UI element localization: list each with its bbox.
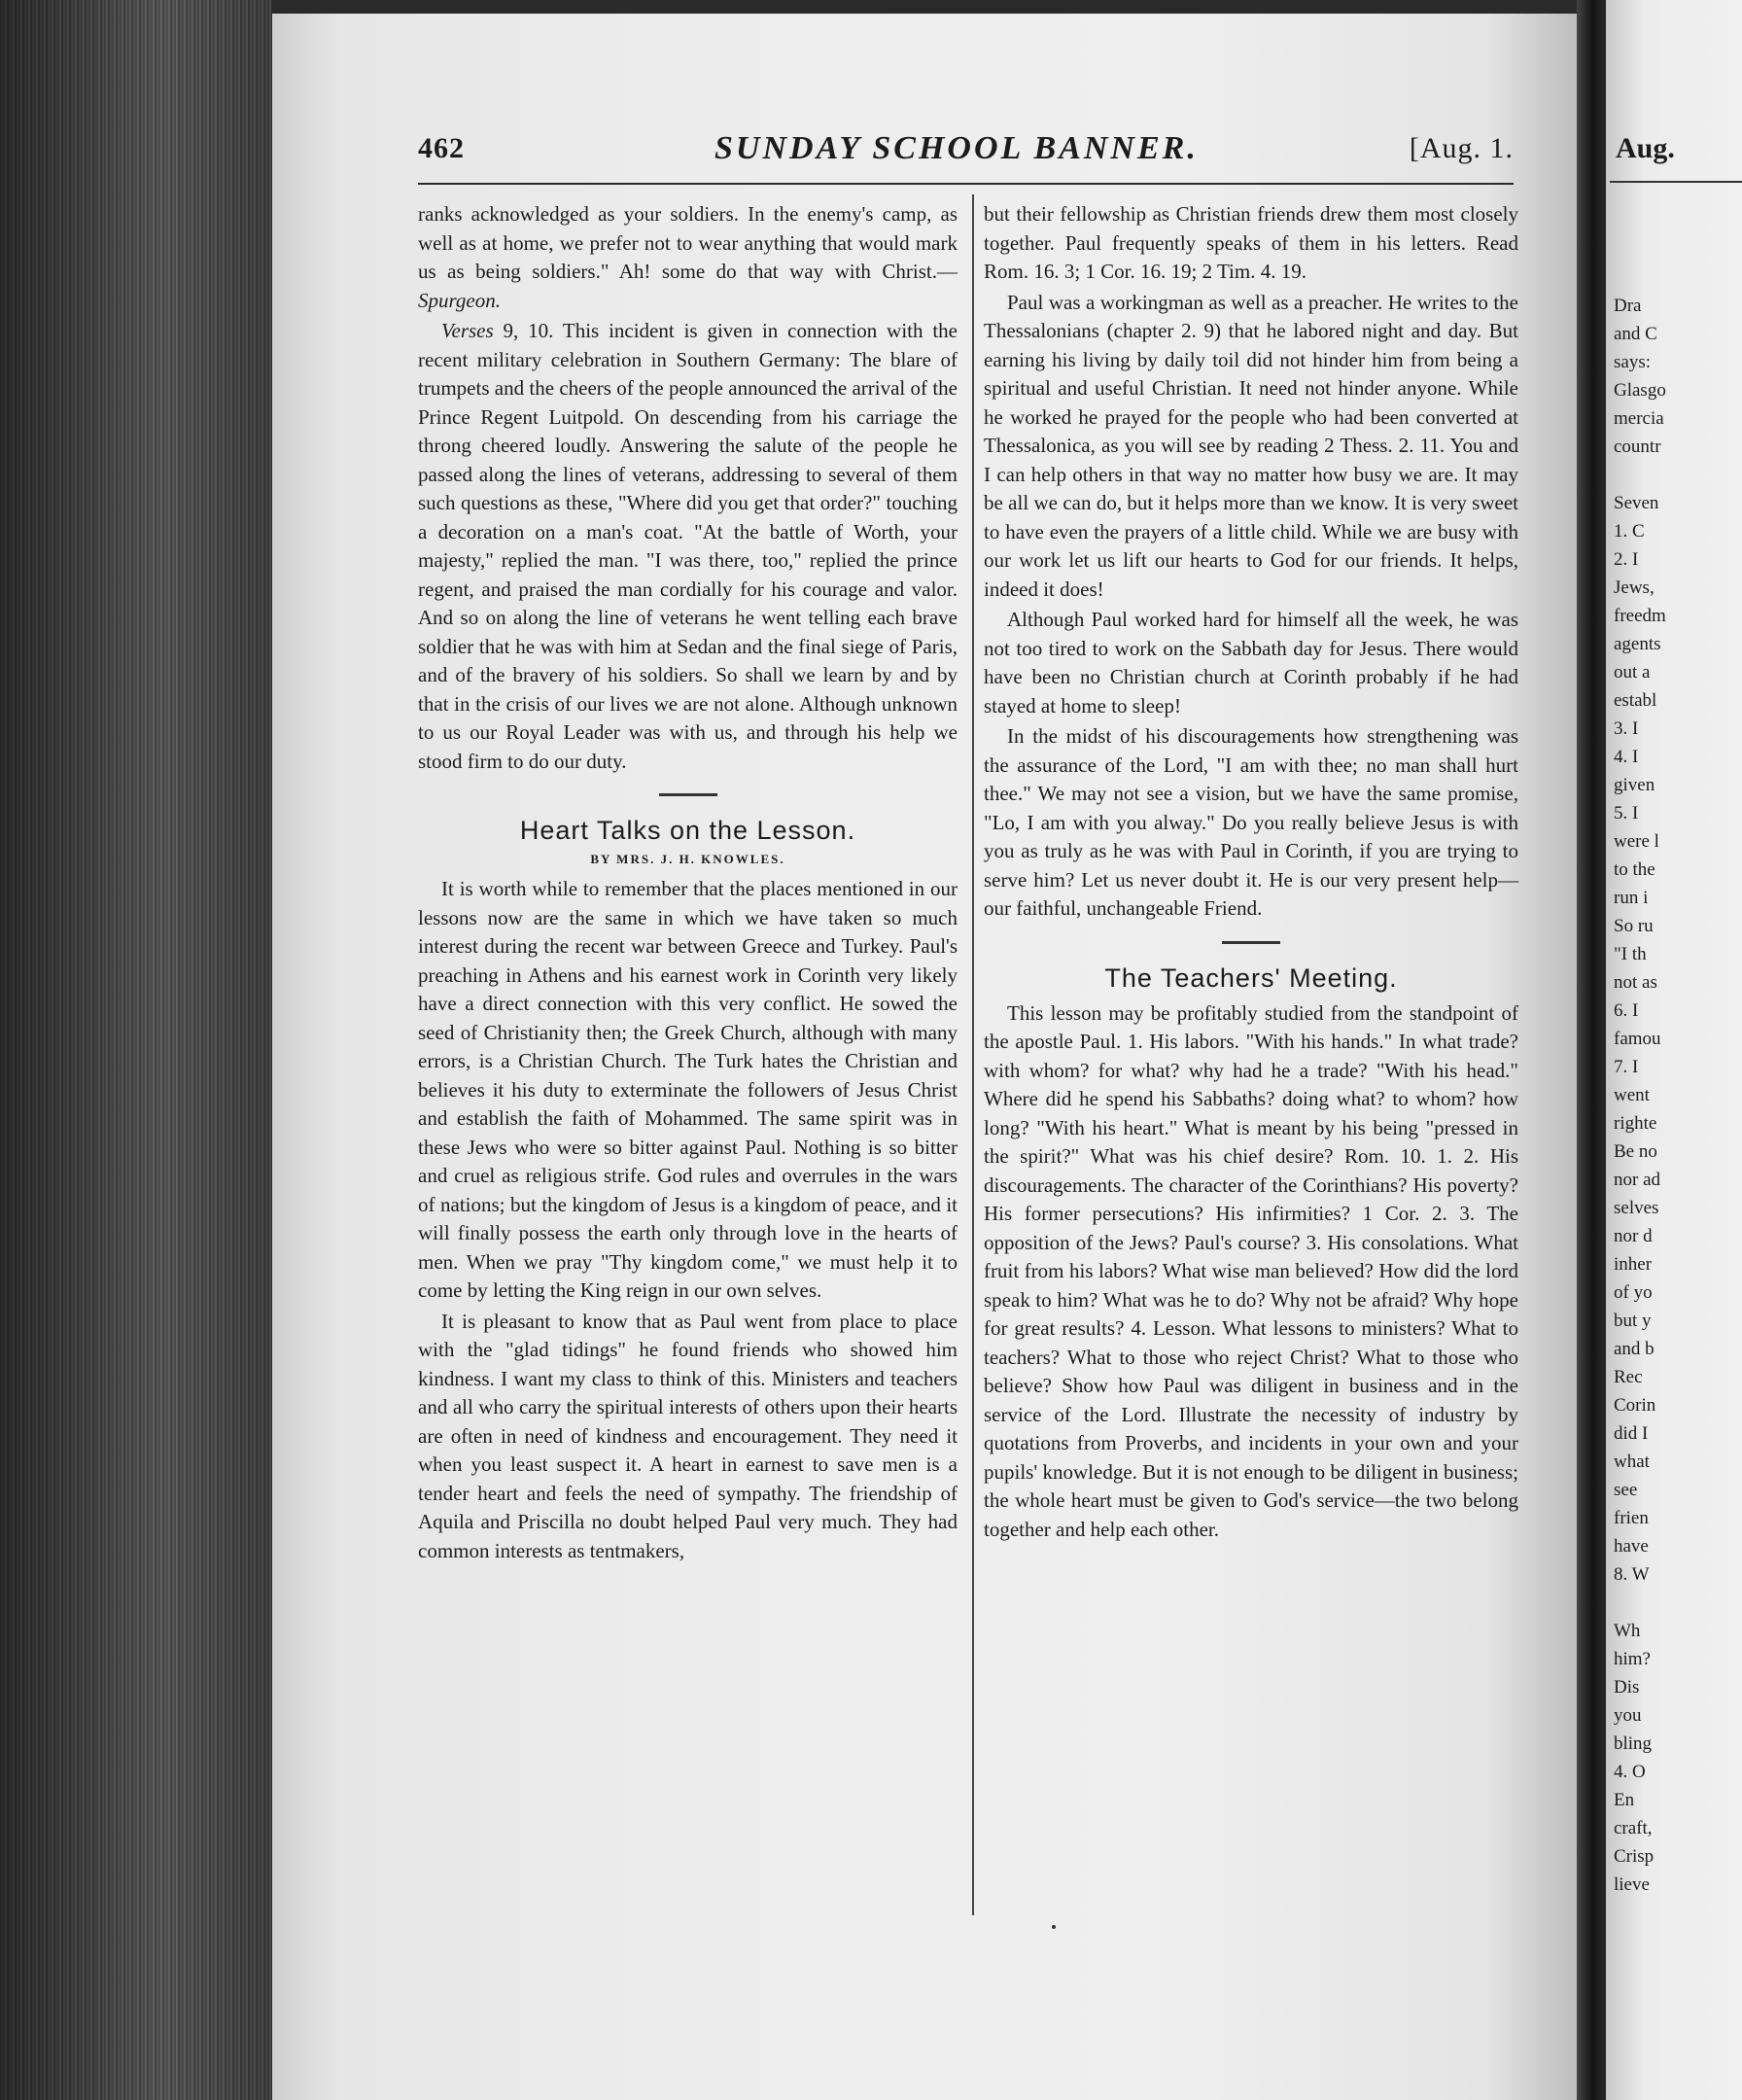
- verses-paragraph: [418, 317, 958, 776]
- right-paragraph: Although Paul worked hard for himself all the week, he was not too tired to work on the Sabbath day for Jesus. There would have been no Christian church at Corinth probably if he had stayed at home to sleep!: [984, 608, 1518, 718]
- facing-page-line: freedm: [1614, 606, 1666, 626]
- facing-page-line: what: [1614, 1452, 1650, 1472]
- facing-page-line: craft,: [1614, 1818, 1653, 1838]
- facing-page-line: countr: [1614, 437, 1661, 457]
- heart-talks-heading: Heart Talks on the Lesson.: [519, 816, 856, 845]
- facing-page-line: lieve: [1614, 1874, 1650, 1895]
- continued-text: ranks acknowledged as your soldiers. In the enemy's camp, as well as at home, we prefer not to wear anything that would mark us as being soldiers." Ah! some do that way with Christ.—: [418, 202, 958, 283]
- facing-page-line: have: [1614, 1536, 1649, 1557]
- continued-paragraph: [418, 200, 958, 315]
- facing-page-line: En: [1614, 1790, 1635, 1810]
- facing-page-line: nor d: [1614, 1226, 1653, 1246]
- ink-speck: [1052, 1925, 1056, 1929]
- facing-page-line: of yo: [1614, 1282, 1653, 1303]
- facing-page-line: 2. I: [1614, 549, 1639, 570]
- section-divider: [1222, 941, 1280, 944]
- verses-text: 9, 10. This incident is given in connection with the recent military celebration in Southern Germany: The blare of trumpets and the cheers of the people announced the arrival of the Prince Regent Luitpold. On descending from his carriage the throng cheered loudly. Answering the salute of the people he passed along the lines of veterans, addressing to several of them such questions as these, "Where did you get that order?" touching a decoration on a man's coat. "At the battle of Worth, your majesty," replied the man. "I was there, too," replied the prince regent, and praised the man cordially for his courage and valor. And so on along the line of veterans he went telling each brave soldier that he was with him at Sedan and the final siege of Paris, and of the bravery of his soldiers. So shall we learn by and by that in the crisis of our lives we are not alone. Although unknown to us our Royal Leader was with us, and through his help we stood firm to do our duty.: [418, 319, 958, 773]
- facing-page-line: given: [1614, 775, 1655, 795]
- facing-page-line: famou: [1614, 1029, 1661, 1049]
- facing-page-line: agents: [1614, 634, 1661, 654]
- facing-page-line: Wh: [1614, 1621, 1641, 1641]
- page-number: 462: [418, 132, 465, 164]
- right-column: [984, 200, 1518, 1546]
- facing-page-line: 7. I: [1614, 1057, 1639, 1077]
- journal-title: SUNDAY SCHOOL BANNER.: [714, 130, 1199, 166]
- page-edge-shadow: [0, 0, 272, 2100]
- heart-talks-paragraph: It is worth while to remember that the places mentioned in our lessons now are the same in which we have taken so much interest during the recent war between Greece and Turkey. Paul's preaching in Athens and his earnest work in Corinth very likely have a direct connection with this very conflict. He sowed the seed of Christianity then; the Greek Church, although with many errors, is a Christian Church. The Turk hates the Christian and believes it his duty to exterminate the followers of Jesus Christ and establish the faith of Mohammed. The same spirit was in these Jews who were so bitter against Paul. Nothing is so bitter and cruel as religious strife. God rules and overrules in the wars of nations; but the kingdom of Jesus is a kingdom of peace, and it will finally possess the earth only through love in the hearts of men. When we pray "Thy kingdom come," we must help it to come by letting the King reign in our own selves.: [418, 877, 958, 1302]
- facing-page: [1606, 0, 1742, 2100]
- attribution: Spurgeon.: [418, 288, 501, 312]
- facing-page-line: [1614, 461, 1666, 489]
- facing-page-line: run i: [1614, 888, 1649, 908]
- facing-page-line: to the: [1614, 859, 1655, 880]
- header-rule: [418, 183, 1514, 185]
- facing-page-line: Dis: [1614, 1677, 1640, 1698]
- facing-page-line: went: [1614, 1085, 1650, 1105]
- section-divider: [659, 793, 717, 796]
- facing-page-line: Glasgo: [1614, 380, 1666, 401]
- facing-page-line: says:: [1614, 352, 1651, 372]
- facing-page-line: and b: [1614, 1339, 1655, 1359]
- running-head: [418, 128, 1514, 171]
- facing-page-line: Corin: [1614, 1395, 1656, 1416]
- book-gutter: [1577, 0, 1606, 2100]
- right-paragraph: In the midst of his discouragements how strengthening was the assurance of the Lord, "I am with thee; no man shall hurt thee." We may not see a vision, but we have the same promise, "Lo, I am with you alway." Do you really believe Jesus is with you as truly as he was with Paul in Corinth, if you are trying to serve him? Let us never doubt it. He is our very present help—our faithful, unchangeable Friend.: [984, 724, 1518, 920]
- heart-talks-paragraph: It is pleasant to know that as Paul went from place to place with the "glad tidings" he found friends who showed him kindness. I want my class to think of this. Ministers and teachers and all who carry the spiritual interests of others upon their hearts are often in need of kindness and encouragement. They need it when you least suspect it. A heart in earnest to save men is a tender heart and feels the need of sympathy. The friendship of Aquila and Priscilla no doubt helped Paul very much. They had common interests as tentmakers,: [418, 1309, 958, 1562]
- facing-page-line: So ru: [1614, 916, 1654, 936]
- facing-page-line: 8. W: [1614, 1564, 1650, 1585]
- facing-page-line: not as: [1614, 972, 1657, 993]
- facing-page-line: selves: [1614, 1198, 1659, 1218]
- facing-page-line: 4. O: [1614, 1762, 1646, 1782]
- facing-page-header: Aug.: [1616, 132, 1675, 164]
- facing-page-rule: [1610, 181, 1742, 183]
- facing-page-line: 3. I: [1614, 718, 1639, 739]
- left-column: [418, 200, 958, 1567]
- right-paragraph: but their fellowship as Christian friends drew them most closely together. Paul frequently speaks of them in his letters. Read Rom. 16. 3; 1 Cor. 16. 19; 2 Tim. 4. 19.: [984, 202, 1518, 283]
- column-divider: [972, 194, 974, 1915]
- facing-page-line: see: [1614, 1480, 1638, 1500]
- facing-page-line: you: [1614, 1705, 1642, 1726]
- facing-page-line: and C: [1614, 324, 1657, 344]
- facing-page-line: inher: [1614, 1254, 1653, 1275]
- right-paragraph: Paul was a workingman as well as a preacher. He writes to the Thessalonians (chapter 2. 9) that he labored night and day. But earning his living by daily toil did not hinder him from being a spiritual and useful Christian. It need not hinder anyone. While he worked he prayed for the people who had been converted at Thessalonica, as you will see by reading 2 Thess. 2. 11. You and I can help others in that way no matter how busy we are. It may be all we can do, but it helps more than we know. It is very sweet to have even the prayers of a little child. While we are busy with our work let us lift our hearts to God for our friends. It helps, indeed it does!: [984, 290, 1518, 601]
- verses-lead: Verses: [441, 319, 494, 342]
- facing-page-line: mercia: [1614, 408, 1664, 429]
- facing-page-line: frien: [1614, 1508, 1649, 1528]
- facing-page-line: him?: [1614, 1649, 1651, 1669]
- issue-date: [Aug. 1.: [1409, 132, 1514, 164]
- facing-page-line: Crisp: [1614, 1846, 1655, 1867]
- facing-page-line: [1614, 1589, 1666, 1617]
- facing-page-line: but y: [1614, 1311, 1652, 1331]
- facing-page-line: out a: [1614, 662, 1651, 682]
- heart-talks-byline: BY MRS. J. H. KNOWLES.: [590, 852, 785, 866]
- facing-page-line: 6. I: [1614, 1000, 1639, 1021]
- facing-page-line: "I th: [1614, 944, 1647, 964]
- facing-page-line: Jews,: [1614, 578, 1655, 598]
- facing-page-line: Rec: [1614, 1367, 1643, 1387]
- teachers-meeting-paragraph: This lesson may be profitably studied from the standpoint of the apostle Paul. 1. His labors. "With his hands." In what trade? with whom? for what? why had he a trade? "With his head." Where did he spend his Sabbaths? doing what? to whom? how long? "With his heart." What is meant by his being "pressed in the spirit?" What was his chief desire? Rom. 10. 1. 2. His discouragements. The character of the Corinthians? His poverty? His former persecutions? His infirmities? 1 Cor. 2. 3. The opposition of the Jews? Paul's course? 3. His consolations. What fruit from his labors? What wise man believed? How did the lord speak to him? What was he to do? Why not be afraid? Why hope for great results? 4. Lesson. What lessons to ministers? What to teachers? What to those who reject Christ? What to those who believe? Show how Paul was diligent in business and in the service of the Lord. Illustrate the necessity of industry by quotations from Proverbs, and incidents in your own and your pupils' knowledge. But it is not enough to be diligent in business; the whole heart must be given to God's service—the two belong together and help each other.: [984, 1000, 1518, 1541]
- teachers-meeting-heading: The Teachers' Meeting.: [1104, 962, 1398, 993]
- facing-page-line: Be no: [1614, 1141, 1657, 1162]
- facing-page-line: righte: [1614, 1113, 1657, 1134]
- facing-page-line: Dra: [1614, 296, 1642, 316]
- facing-page-line: Seven: [1614, 493, 1659, 513]
- facing-page-line: did I: [1614, 1423, 1649, 1444]
- facing-page-line: 4. I: [1614, 747, 1639, 767]
- facing-page-text: [1606, 292, 1666, 1899]
- facing-page-line: bling: [1614, 1733, 1653, 1754]
- facing-page-line: 1. C: [1614, 521, 1645, 542]
- facing-page-line: nor ad: [1614, 1170, 1661, 1190]
- facing-page-line: were l: [1614, 831, 1659, 852]
- facing-page-line: establ: [1614, 690, 1657, 711]
- facing-page-line: 5. I: [1614, 803, 1639, 823]
